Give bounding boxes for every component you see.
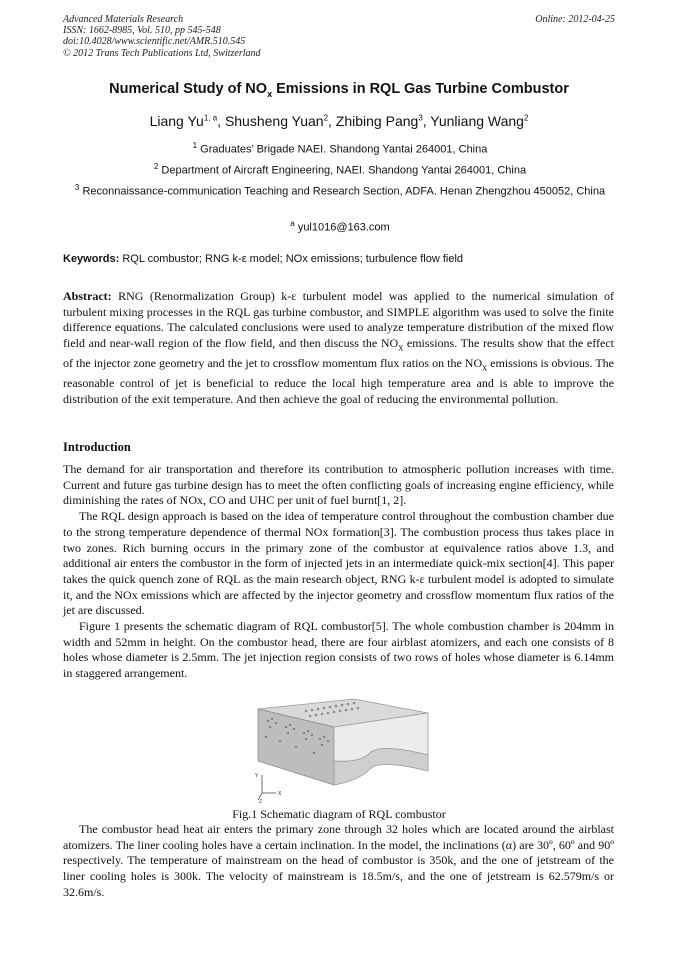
paragraph: The combustor head heat air enters the primary zone through 32 holes which are located around the airblast atomizers. The liner cooling holes have a certain inclination. In the model, the inclinations (α) are 30º, 60º and 90º respectively. The temperature of mainstream on the head of combustor is 350k, and the one of jetstream of the liner cooling holes is 300k. The velocity of mainstream is 18.5m/s, and the one of jetstream is 62.579m/s or 32.6m/s.	[63, 822, 614, 899]
copyright-line: © 2012 Trans Tech Publications Ltd, Switzerland	[63, 47, 261, 59]
paper-title: Numerical Study of $NO_x$ Emissions in RQL Gas Turbine Combustor	[109, 81, 569, 99]
figure-caption: Fig.1 Schematic diagram of RQL combustor	[232, 807, 446, 821]
issn-line: ISSN: 1662-8985, Vol. 510, pp 545-548	[63, 25, 221, 37]
combustor-schematic	[250, 697, 432, 805]
paragraph: Figure 1 presents the schematic diagram of RQL combustor[5]. The whole combustion chamber is 204mm in width and 52mm in height. On the combustor head, there are four airblast atomizers, and each one consists of 8 holes whose diameter is 2.5mm. The jet injection region consists of two rows of holes whose diameter is 6.14mm in staggered arrangement.	[63, 619, 614, 681]
author: Zhibing Pang	[335, 113, 419, 129]
journal-header	[63, 14, 261, 59]
figure-rql-combustor	[250, 697, 432, 805]
introduction-body-continued	[63, 822, 614, 901]
author-list: Liang Yu$^{1, a}$, Shusheng Yuan$^2$, Zhibing Pang$^3$, Yunliang Wang$^2$	[149, 113, 529, 129]
axis-label-y: Y	[255, 773, 259, 779]
author: Shusheng Yuan	[224, 113, 324, 129]
online-date: Online: 2012-04-25	[535, 14, 615, 25]
axis-label-x: X	[278, 791, 282, 797]
section-heading: Introduction	[63, 440, 131, 454]
affiliation: $^2$ Department of Aircraft Engineering, NAEI. Shandong Yantai 264001, China	[153, 162, 527, 177]
introduction-body	[63, 462, 614, 682]
axis-label-z: Z	[259, 799, 263, 805]
author-email: $^a$ yul1016@163.com	[290, 219, 390, 234]
affiliation: $^1$ Graduates’ Brigade NAEI. Shandong Yantai 264001, China	[192, 141, 488, 156]
keywords-label: Keywords:	[63, 253, 120, 265]
abstract: Abstract: RNG (Renormalization Group) k-ε turbulent model was applied to the numerical simulation of turbulent mixing processes in the RQL gas turbine combustor, and SIMPLE algorithm was used to solve the finite difference equations. The calculated conclusions were used to analyze temperature distribution of the mixed flow field and near-wall region of the flow field, and then discuss the $NO_x$ emissions. The results show that the effect of the injector zone geometry and the jet to crossflow momentum flux ratios on the $NO_x$ emissions is obvious. The reasonable control of jet is beneficial to reduce the local high temperature area and is able to improve the distribution of the exit temperature. And then achieve the goal of reducing the environmental pollution.	[63, 289, 615, 406]
journal-name: Advanced Materials Research	[63, 14, 184, 25]
paragraph: The demand for air transportation and therefore its contribution to atmospheric pollution increases with time. Current and future gas turbine design has to meet the often conflicting goals of increasing engine efficiency, while diminishing the rates of NOx, CO and UHC per unit of fuel burnt[1, 2].	[63, 462, 614, 508]
affiliation: $^3$ Reconnaissance-communication Teaching and Research Section, ADFA. Henan Zhengzhou 450052, China	[74, 183, 606, 198]
keywords-text: RQL combustor; RNG k-ε model; NOx emissions; turbulence flow field	[122, 253, 464, 265]
author: Yunliang Wang	[430, 113, 524, 129]
doi-line[interactable]: doi:10.4028/www.scientific.net/AMR.510.545	[63, 36, 246, 48]
author: Liang Yu	[149, 113, 204, 129]
paragraph: The RQL design approach is based on the idea of temperature control throughout the combustion chamber due to the strong temperature dependence of thermal NOx formation[3]. The combustion process thus takes place in two zones. Rich burning occurs in the primary zone of the combustor at equivalence ratios above 1.3, and additional air enters the combustor in the form of injected jets in an intermediate quick-mix section[4]. This paper takes the quick quench zone of RQL as the main research object, RNG k-ε turbulent model is adopted to simulate it, and the NOx emissions which are affected by the injector geometry and crossflow momentum flux ratios of the jet are discussed.	[63, 509, 614, 618]
keywords	[63, 253, 463, 265]
abstract-label: Abstract:	[63, 289, 112, 303]
